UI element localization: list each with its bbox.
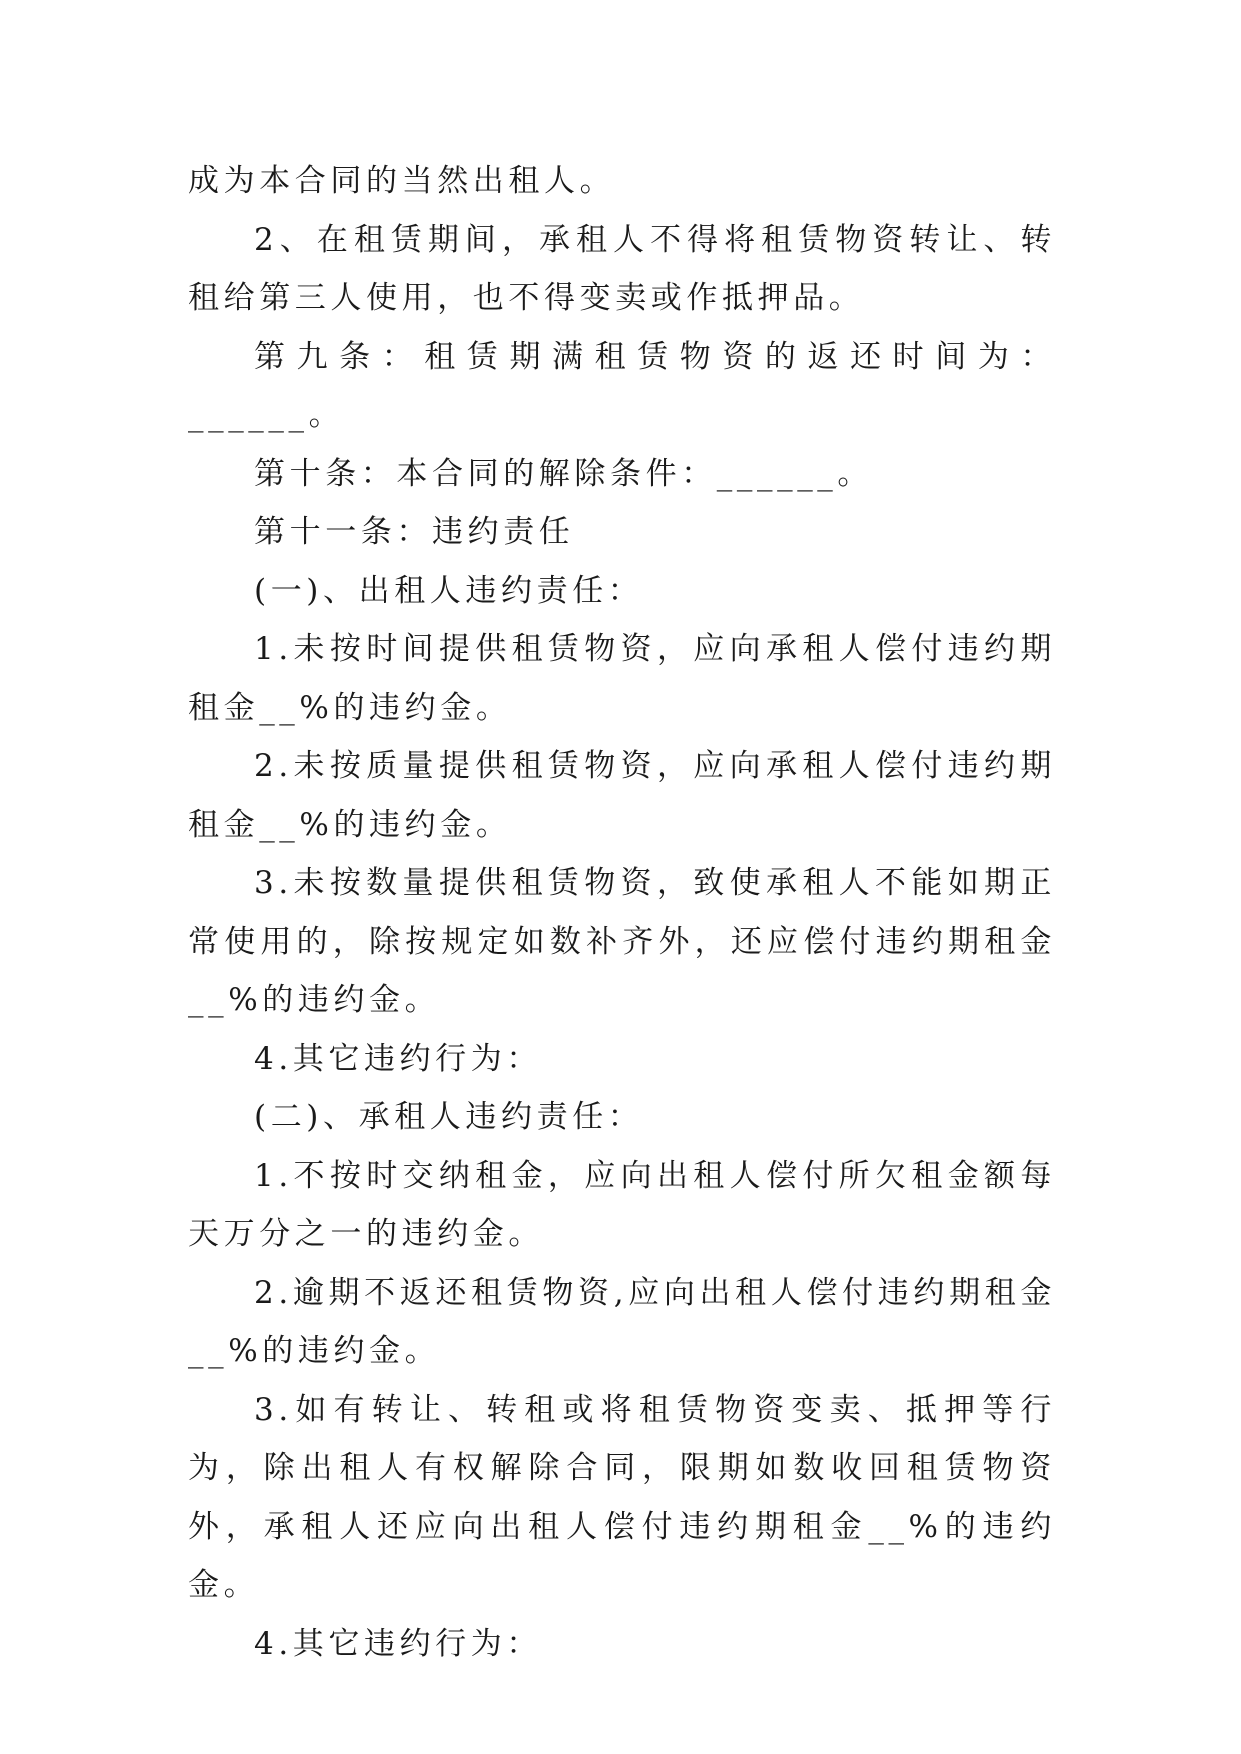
paragraph: 1.不按时交纳租金，应向出租人偿付所欠租金额每天万分之一的违约金。 xyxy=(188,1157,1056,1252)
paragraph: 成为本合同的当然出租人。 xyxy=(188,163,616,199)
paragraph: 2.逾期不返还租赁物资,应向出租人偿付违约期租金__%的违约金。 xyxy=(188,1274,1056,1369)
paragraph: 2.未按质量提供租赁物资，应向承租人偿付违约期租金__%的违约金。 xyxy=(188,748,1056,843)
paragraph: (一)、出租人违约责任： xyxy=(254,572,644,609)
paragraph: 第十条：本合同的解除条件：______。 xyxy=(254,455,873,492)
paragraph: 1.未按时间提供租赁物资，应向承租人偿付违约期租金__%的违约金。 xyxy=(188,631,1056,726)
paragraph: 3.如有转让、转租或将租赁物资变卖、抵押等行为，除出租人有权解除合同，限期如数收回租赁物资外，承租人还应向出租人偿付违约期租金__%的违约金。 xyxy=(188,1391,1056,1603)
paragraph: 4.其它违约行为： xyxy=(254,1625,542,1662)
paragraph: 第十一条：违约责任 xyxy=(254,514,575,550)
document-body xyxy=(188,152,1056,1673)
paragraph: 3.未按数量提供租赁物资，致使承租人不能如期正常使用的，除按规定如数补齐外，还应偿付违约期租金__%的违约金。 xyxy=(188,865,1056,1018)
paragraph: 4.其它违约行为： xyxy=(254,1040,542,1077)
paragraph: (二)、承租人违约责任： xyxy=(254,1099,644,1135)
paragraph: 第九条：租赁期满租赁物资的返还时间为：______。 xyxy=(188,338,1056,433)
paragraph: 2、在租赁期间，承租人不得将租赁物资转让、转租给第三人使用，也不得变卖或作抵押品。 xyxy=(188,221,1056,316)
